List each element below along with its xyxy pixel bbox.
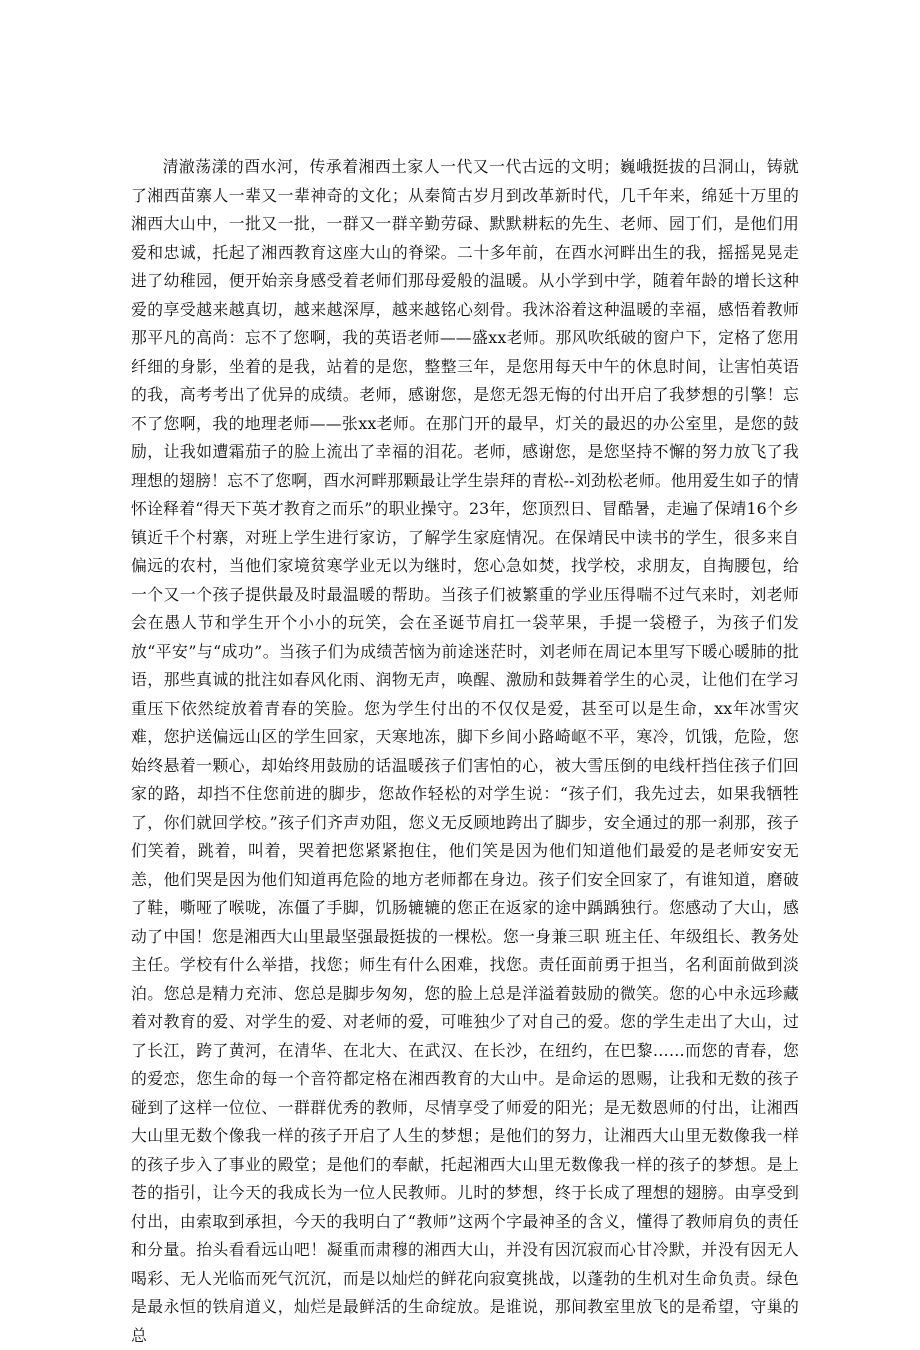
body-paragraph: 清澈荡漾的酉水河，传承着湘西土家人一代又一代古远的文明；巍峨挺拔的吕洞山，铸就了湘西苗寨人一辈又一辈神奇的文化；从秦简古岁月到改革新时代，几千年来，绵延十万里的湘西大山中，一批又一批，一群又一群辛勤劳碌、默默耕耘的先生、老师、园丁们，是他们用爱和忠诚，托起了湘西教育这座大山的脊梁。二十多年前，在酉水河畔出生的我，摇摇晃晃走进了幼稚园，便开始亲身感受着老师们那母爱般的温暖。从小学到中学，随着年龄的增长这种爱的享受越来越真切，越来越深厚，越来越铭心刻骨。我沐浴着这种温暖的幸福，感悟着教师那平凡的高尚：忘不了您啊，我的英语老师——盛xx老师。那风吹纸破的窗户下，定格了您用纤细的身影，坐着的是我，站着的是您，整整三年，是您用每天中午的休息时间，让害怕英语的我，高考考出了优异的成绩。老师，感谢您，是您无怨无悔的付出开启了我梦想的引擎！忘不了您啊，我的地理老师——张xx老师。在那门开的最早，灯关的最迟的办公室里，是您的鼓励，让我如遭霜茄子的脸上流出了幸福的泪花。老师，感谢您，是您坚持不懈的努力放飞了我理想的翅膀！忘不了您啊，酉水河畔那颗最让学生崇拜的青松--刘劲松老师。他用爱生如子的情怀诠释着“得天下英才教育之而乐”的职业操守。23年，您顶烈日、冒酷暑，走遍了保靖16个乡镇近千个村寨，对班上学生进行家访，了解学生家庭情况。在保靖民中读书的学生，很多来自偏远的农村，当他们家境贫寒学业无以为继时，您心急如焚，找学校，求朋友，自掏腰包，给一个又一个孩子提供最及时最温暖的帮助。当孩子们被繁重的学业压得喘不过气来时，刘老师会在愚人节和学生开个小小的玩笑，会在圣诞节肩扛一袋苹果，手提一袋橙子，为孩子们发放“平安”与“成功”。当孩子们为成绩苦恼为前途迷茫时，刘老师在周记本里写下暖心暖肺的批语，那些真诚的批注如春风化雨、润物无声，唤醒、激励和鼓舞着学生的心灵，让他们在学习重压下依然绽放着青春的笑脸。您为学生付出的不仅仅是爱，甚至可以是生命，xx年冰雪灾难，您护送偏远山区的学生回家，天寒地冻，脚下乡间小路崎岖不平，寒冷，饥饿，危险，您始终悬着一颗心，却始终用鼓励的话温暖孩子们害怕的心，被大雪压倒的电线杆挡住孩子们回家的路，却挡不住您前进的脚步，您故作轻松的对学生说：“孩子们，我先过去，如果我牺牲了，你们就回学校。”孩子们齐声劝阻，您义无反顾地跨出了脚步，安全通过的那一刹那，孩子们笑着，跳着，叫着，哭着把您紧紧抱住，他们笑是因为他们知道他们最爱的是老师安安无恙，他们哭是因为他们知道再危险的地方老师都在身边。孩子们安全回家了，有谁知道，磨破了鞋，嘶哑了喉咙，冻僵了手脚，饥肠辘辘的您正在返家的途中踽踽独行。您感动了大山，感动了中国！您是湘西大山里最坚强最挺拔的一棵松。您一身兼三职 班主任、年级组长、教务处主任。学校有什么举措，找您；师生有什么困难，找您。责任面前勇于担当，名利面前做到淡泊。您总是精力充沛、您总是脚步匆匆，您的脸上总是洋溢着鼓励的微笑。您的心中永远珍藏着对教育的爱、对学生的爱、对老师的爱，可唯独少了对自己的爱。您的学生走出了大山，过了长江，跨了黄河，在清华、在北大、在武汉、在长沙，在纽约，在巴黎……而您的青春，您的爱恋，您生命的每一个音符都定格在湘西教育的大山中。是命运的恩赐，让我和无数的孩子碰到了这样一位位、一群群优秀的教师，尽情享受了师爱的阳光；是无数恩师的付出，让湘西大山里无数个像我一样的孩子开启了人生的梦想；是他们的努力，让湘西大山里无数像我一样的孩子步入了事业的殿堂；是他们的奉献，托起湘西大山里无数像我一样的孩子的梦想。是上苍的指引，让今天的我成长为一位人民教师。儿时的梦想，终于长成了理想的翅膀。由享受到付出，由索取到承担，今天的我明白了“教师”这两个字最神圣的含义，懂得了教师肩负的责任和分量。抬头看看远山吧！凝重而肃穆的湘西大山，并没有因沉寂而心甘冷默，并没有因无人喝彩、无人光临而死气沉沉，而是以灿烂的鲜花向寂寞挑战，以蓬勃的生机对生命负责。绿色是最永恒的铁肩道义，灿烂是最鲜活的生命绽放。是谁说，那间教室里放飞的是希望，守巢的总 xyxy=(131,157,799,1345)
